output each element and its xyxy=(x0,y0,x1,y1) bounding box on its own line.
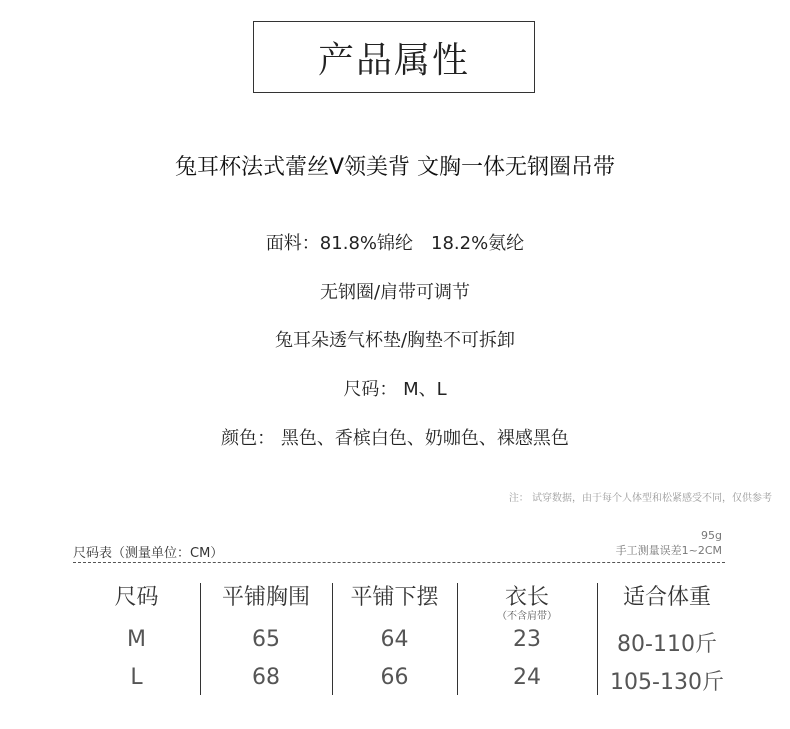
cell-m-size: M xyxy=(127,627,146,652)
header-length-sub: （不含肩带） xyxy=(497,611,557,622)
size-table-meta xyxy=(616,528,722,558)
attr-colors: 颜色： 黑色、香槟白色、奶咖色、裸感黑色 xyxy=(221,428,569,449)
size-table-label: 尺码表（测量单位：CM） xyxy=(73,546,224,561)
measure-error-note: 手工测量误差1~2CM xyxy=(615,544,722,557)
header-size: 尺码 xyxy=(114,585,159,610)
weight-value: 95g xyxy=(701,529,722,542)
cell-l-length: 24 xyxy=(513,665,541,690)
cell-l-size: L xyxy=(130,665,143,690)
attr-sizes: 尺码： M、L xyxy=(343,379,447,400)
product-name: 兔耳杯法式蕾丝V领美背 文胸一体无钢圈吊带 xyxy=(174,155,616,180)
cell-l-weight: 105-130斤 xyxy=(610,670,724,695)
fit-note: 注： 试穿数据，由于每个人体型和松紧感受不同，仅供参考 xyxy=(508,493,772,504)
cell-l-hem: 66 xyxy=(380,665,409,690)
cell-m-length: 23 xyxy=(513,627,541,652)
dashed-divider xyxy=(73,562,725,563)
header-chest: 平铺胸围 xyxy=(221,585,310,610)
header-weight: 适合体重 xyxy=(622,585,711,610)
header-length: 衣长 xyxy=(504,585,549,610)
cell-m-hem: 64 xyxy=(380,627,409,652)
header-hem: 平铺下摆 xyxy=(350,585,439,610)
cell-m-chest: 65 xyxy=(252,627,280,652)
cell-l-chest: 68 xyxy=(252,665,280,690)
attr-fabric: 面料：81.8%锦纶 18.2%氨纶 xyxy=(265,233,525,254)
attr-cup-pad: 兔耳朵透气杯垫/胸垫不可拆卸 xyxy=(274,330,516,351)
attr-underwire: 无钢圈/肩带可调节 xyxy=(319,282,471,303)
cell-m-weight: 80-110斤 xyxy=(617,632,717,657)
section-title: 产品属性 xyxy=(253,21,535,93)
